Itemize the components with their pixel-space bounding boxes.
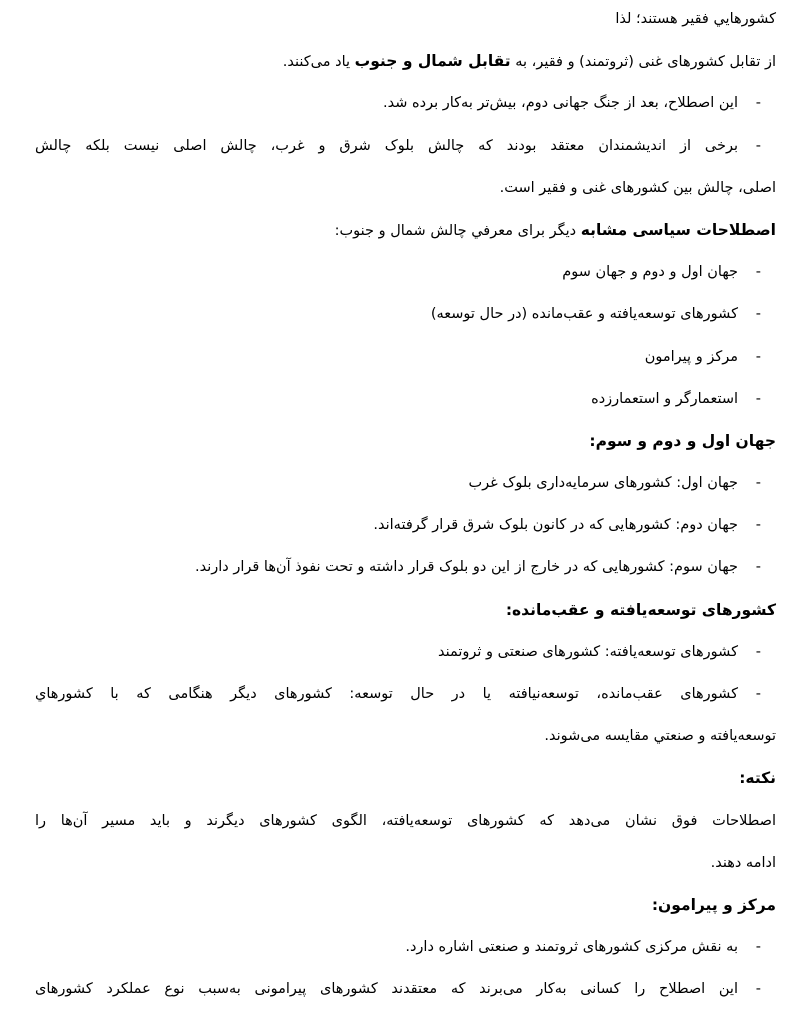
list-item: - استعمارگر و استعمارزده bbox=[0, 380, 785, 422]
bold-term: تقابل شمال و جنوب bbox=[354, 52, 511, 71]
text: از تقابل کشورهای غنی (ثروتمند) و فقیر، به bbox=[510, 54, 776, 71]
list-item-continuation: توسعه‌یافته و صنعتي مقایسه می‌شوند. bbox=[544, 728, 776, 745]
list-item: - کشورهای توسعه‌یافته: کشورهای صنعتی و ثروتمند bbox=[0, 633, 785, 675]
note-text-continuation: ادامه دهند. bbox=[710, 854, 776, 871]
list-item: - این اصطلاح را کسانی به‌کار می‌برند که معتقدند کشورهای پیرامونی به‌سبب نوع عملکرد کشورهای bbox=[0, 970, 785, 1012]
section-heading: جهان اول و دوم و سوم: bbox=[589, 431, 776, 450]
paragraph-line: کشورهايي فقير هستند؛ لذا bbox=[615, 11, 776, 27]
note-heading: نکته: bbox=[739, 769, 776, 788]
list-item: - کشورهای توسعه‌یافته و عقب‌مانده (در حال توسعه) bbox=[0, 295, 785, 337]
section-heading: کشورهای توسعه‌یافته و عقب‌مانده: bbox=[505, 600, 776, 619]
list-item: - این اصطلاح، بعد از جنگ جهانی دوم، بیش‌تر به‌کار برده شد. bbox=[0, 84, 785, 126]
bold-term: اصطلاحات سیاسی مشابه bbox=[580, 220, 776, 239]
note-text: اصطلاحات فوق نشان می‌دهد که کشورهای توسعه‌یافته، الگوی کشورهای دیگرند و باید مسیر آن‌ها را bbox=[35, 812, 776, 829]
list-item: - جهان اول: کشورهای سرمایه‌داری بلوک غرب bbox=[0, 464, 785, 506]
list-item: - جهان دوم: کشورهایی که در کانون بلوک شرق قرار گرفته‌اند. bbox=[0, 506, 785, 548]
similar-terms-intro bbox=[0, 211, 785, 253]
north-south-paragraph bbox=[0, 42, 785, 84]
text: دیگر برای معرفي چالش شمال و جنوب: bbox=[334, 222, 581, 239]
list-item: - مرکز و پیرامون bbox=[0, 338, 785, 380]
list-item: - جهان سوم: کشورهایی که در خارج از این دو بلوک قرار داشته و تحت نفوذ آن‌ها قرار دارند. bbox=[0, 548, 785, 590]
section-heading: مرکز و پیرامون: bbox=[651, 895, 776, 914]
list-item: - به نقش مرکزی کشورهای ثروتمند و صنعتی اشاره دارد. bbox=[0, 928, 785, 970]
text: یاد می‌کنند. bbox=[282, 54, 355, 71]
list-item: - برخی از اندیشمندان معتقد بودند که چالش بلوک شرق و غرب، چالش اصلی نیست بلکه چالش bbox=[0, 127, 785, 169]
list-item: - جهان اول و دوم و جهان سوم bbox=[0, 253, 785, 295]
list-item-continuation: اصلی، چالش بین کشورهای غنی و فقیر است. bbox=[499, 179, 776, 196]
list-item: - کشورهای عقب‌مانده، توسعه‌نیافته یا در حال توسعه: کشورهای دیگر هنگامی که با کشورهاي bbox=[0, 675, 785, 717]
